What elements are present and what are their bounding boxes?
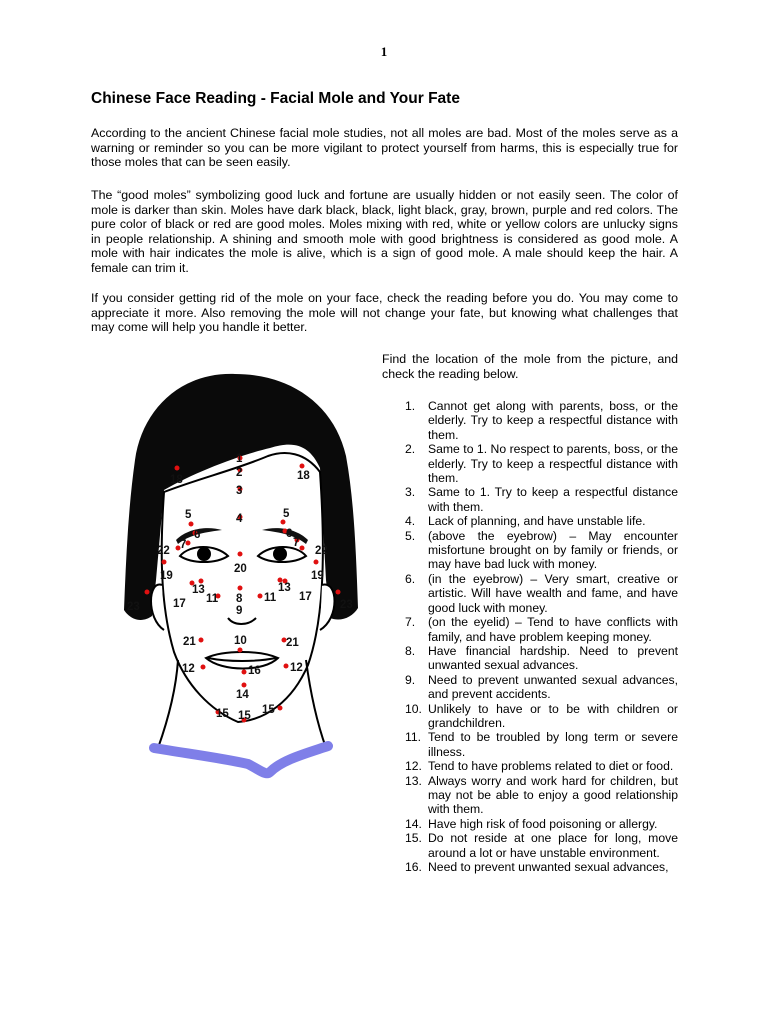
mole-dot bbox=[242, 683, 247, 688]
mole-dot bbox=[336, 590, 341, 595]
mole-label: 13 bbox=[192, 584, 205, 596]
mole-label: 8 bbox=[236, 593, 243, 605]
mole-label: 10 bbox=[234, 635, 247, 647]
reading-number: 4. bbox=[405, 514, 416, 529]
reading-number: 2. bbox=[405, 442, 416, 457]
mole-dot bbox=[300, 546, 305, 551]
mole-dot bbox=[199, 638, 204, 643]
mole-label: 9 bbox=[236, 605, 243, 617]
reading-item bbox=[383, 860, 678, 874]
reading-number: 16. bbox=[405, 860, 422, 874]
mole-label: 15 bbox=[262, 704, 275, 716]
reading-item bbox=[383, 399, 678, 442]
mole-dot bbox=[258, 594, 263, 599]
right-iris bbox=[273, 547, 287, 561]
mole-label: 12 bbox=[290, 662, 303, 674]
mole-label: 19 bbox=[160, 570, 173, 582]
mole-label: 18 bbox=[297, 470, 310, 482]
mole-dot bbox=[189, 522, 194, 527]
mole-label: 22 bbox=[315, 545, 328, 557]
mole-label: 16 bbox=[248, 665, 261, 677]
reading-number: 7. bbox=[405, 615, 416, 630]
reading-item bbox=[383, 485, 678, 514]
reading-item bbox=[383, 759, 678, 773]
reading-item bbox=[383, 514, 678, 528]
reading-text: (in the eyebrow) – Very smart, creative or artistic. Will have wealth and fame, and have good luck with money. bbox=[428, 571, 678, 615]
mole-label: 12 bbox=[182, 663, 195, 675]
reading-text: Lack of planning, and have unstable life. bbox=[428, 514, 646, 529]
mole-label: 3 bbox=[236, 485, 243, 497]
mole-dot bbox=[300, 464, 305, 469]
mole-label: 23 bbox=[127, 601, 140, 613]
mole-dot bbox=[242, 670, 247, 675]
mole-label: 5 bbox=[185, 509, 192, 521]
mole-dot bbox=[238, 552, 243, 557]
mole-dot bbox=[238, 586, 243, 591]
mole-label: 7 bbox=[180, 539, 187, 551]
reading-item bbox=[383, 831, 678, 860]
reading-item bbox=[383, 529, 678, 572]
removal-paragraph: If you consider getting rid of the mole on your face, check the reading before you do. You may come to appreciate it more. Also removing the mole will not change your fate, but knowing what challenges that may come will help you handle it better. bbox=[91, 291, 678, 335]
reading-text: Need to prevent unwanted sexual advances, bbox=[428, 860, 669, 874]
reading-number: 15. bbox=[405, 831, 422, 846]
reading-text: (on the eyelid) – Tend to have conflicts with family, and have problem keeping money. bbox=[428, 615, 678, 644]
left-ear bbox=[151, 585, 164, 630]
reading-number: 10. bbox=[405, 701, 422, 716]
reading-text: Tend to be troubled by long term or severe illness. bbox=[428, 730, 678, 759]
mole-dot bbox=[201, 665, 206, 670]
mole-dot bbox=[175, 466, 180, 471]
collar bbox=[154, 746, 328, 773]
reading-text: Have financial hardship. Need to prevent unwanted sexual advances. bbox=[428, 643, 678, 673]
mole-dot bbox=[284, 664, 289, 669]
reading-number: 9. bbox=[405, 672, 416, 687]
mole-label: 15 bbox=[216, 708, 229, 720]
right-ear bbox=[320, 585, 335, 630]
mole-dot bbox=[145, 590, 150, 595]
mole-label: 17 bbox=[299, 591, 312, 603]
mole-label: 13 bbox=[278, 582, 291, 594]
mole-dot bbox=[278, 706, 283, 711]
reading-item bbox=[383, 615, 678, 644]
reading-text: Same to 1. Try to keep a respectful distance with them. bbox=[428, 485, 678, 514]
reading-number: 1. bbox=[405, 399, 416, 413]
mole-label: 6 bbox=[286, 528, 293, 540]
mole-label: 1 bbox=[236, 453, 243, 465]
reading-number: 12. bbox=[405, 759, 422, 774]
reading-number: 11. bbox=[405, 730, 422, 745]
mole-label: 22 bbox=[157, 545, 170, 557]
reading-text: Need to prevent unwanted sexual advances, and prevent accidents. bbox=[428, 672, 678, 702]
reading-item bbox=[383, 730, 678, 759]
mole-label: 11 bbox=[206, 593, 219, 605]
mole-label: 14 bbox=[236, 689, 249, 701]
reading-item bbox=[383, 702, 678, 731]
mole-dot bbox=[199, 579, 204, 584]
mole-label: 2 bbox=[236, 467, 243, 479]
intro-paragraph: According to the ancient Chinese facial mole studies, not all moles are bad. Most of the moles serve as a warning or reminder so you can be more vigilant to protect yourself from harms, this is especially true for those moles that can be seen easily. bbox=[91, 126, 678, 170]
mole-readings-list bbox=[383, 399, 678, 874]
reading-number: 14. bbox=[405, 816, 422, 831]
reading-item bbox=[383, 644, 678, 673]
find-instructions: Find the location of the mole from the picture, and check the reading below. bbox=[382, 352, 678, 381]
reading-number: 3. bbox=[405, 485, 416, 500]
left-iris bbox=[197, 547, 211, 561]
reading-text: Tend to have problems related to diet or food. bbox=[428, 759, 674, 774]
mole-label: 19 bbox=[311, 570, 324, 582]
reading-item bbox=[383, 442, 678, 485]
mole-label: 21 bbox=[286, 637, 299, 649]
mole-label: 5 bbox=[283, 508, 290, 520]
reading-text: Do not reside at one place for long, move around a lot or have unstable environment. bbox=[428, 831, 678, 860]
mole-label: 17 bbox=[173, 598, 186, 610]
reading-number: 13. bbox=[405, 773, 422, 788]
mole-dot bbox=[281, 520, 286, 525]
mole-dot bbox=[238, 648, 243, 653]
mole-label: 4 bbox=[236, 513, 243, 525]
reading-text: Have high risk of food poisoning or allergy. bbox=[428, 816, 658, 831]
page-number: 1 bbox=[380, 44, 388, 59]
face-mole-diagram bbox=[120, 360, 365, 790]
reading-text: Same to 1. No respect to parents, boss, or the elderly. Try to keep a respectful distance with them. bbox=[428, 442, 678, 486]
reading-item bbox=[383, 817, 678, 831]
mole-label: 6 bbox=[194, 529, 201, 541]
reading-text: (above the eyebrow) – May encounter misfortune brought on by family or friends, or may have bad luck with money. bbox=[428, 528, 678, 572]
reading-number: 8. bbox=[405, 643, 416, 658]
reading-item bbox=[383, 572, 678, 615]
reading-item bbox=[383, 673, 678, 702]
mole-label: 20 bbox=[234, 563, 247, 575]
mole-label: 7 bbox=[293, 537, 300, 549]
reading-text: Unlikely to have or to be with children or grandchildren. bbox=[428, 701, 678, 730]
mole-label: 21 bbox=[183, 636, 196, 648]
mole-dot bbox=[162, 560, 167, 565]
good-moles-paragraph: The “good moles” symbolizing good luck and fortune are usually hidden or not easily seen. The color of mole is darker than skin. Moles have dark black, black, light black, gray, brown, purple and red colors. The pure color of black or red are good moles. Moles mixing with red, white or yellow colors are unlucky signs in people relationship. A shining and smooth mole with good brightness is considered as good mole. A mole with hair indicates the mole is alive, which is a sign of good mole. A male should keep the hair. A female can trim it. bbox=[91, 188, 678, 275]
reading-number: 6. bbox=[405, 571, 416, 586]
reading-text: Cannot get along with parents, boss, or the elderly. Try to keep a respectful distance with them. bbox=[428, 399, 678, 442]
reading-number: 5. bbox=[405, 528, 416, 543]
mole-label: 18 bbox=[170, 474, 183, 486]
mole-label: 15 bbox=[238, 710, 251, 722]
document-title: Chinese Face Reading - Facial Mole and Your Fate bbox=[91, 90, 460, 107]
reading-text: Always worry and work hard for children, but may not be able to enjoy a good relationship with them. bbox=[428, 773, 678, 817]
mole-label: 23 bbox=[340, 599, 353, 611]
reading-item bbox=[383, 774, 678, 817]
mole-dot bbox=[314, 560, 319, 565]
mole-label: 11 bbox=[264, 592, 277, 604]
